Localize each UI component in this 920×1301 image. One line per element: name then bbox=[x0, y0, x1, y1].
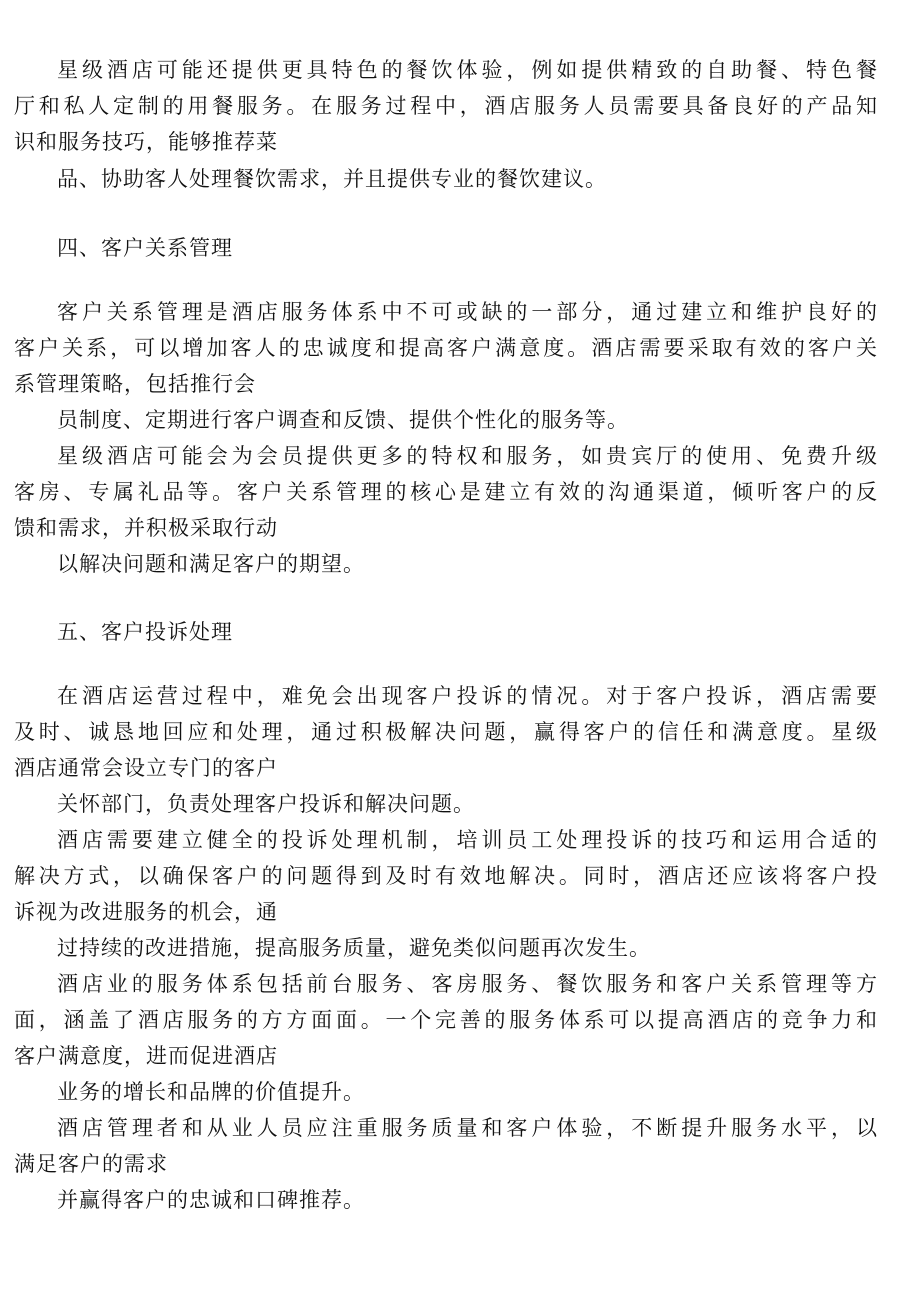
paragraph-line: 在酒店运营过程中，难免会出现客户投诉的情况。对于客户投诉，酒店需要 bbox=[57, 684, 878, 708]
paragraph-line: 并赢得客户的忠诚和口碑推荐。 bbox=[57, 1188, 365, 1212]
section-heading-complaints: 五、客户投诉处理 bbox=[57, 620, 233, 644]
paragraph-line: 识和服务技巧，能够推荐菜 bbox=[14, 130, 278, 154]
paragraph-line: 星级酒店可能还提供更具特色的餐饮体验，例如提供精致的自助餐、特色餐 bbox=[57, 58, 878, 82]
paragraph-line: 诉视为改进服务的机会，通 bbox=[14, 900, 278, 924]
section-heading-crm: 四、客户关系管理 bbox=[57, 236, 233, 260]
paragraph-line: 业务的增长和品牌的价值提升。 bbox=[57, 1080, 365, 1104]
paragraph-line: 星级酒店可能会为会员提供更多的特权和服务，如贵宾厅的使用、免费升级 bbox=[57, 444, 878, 468]
paragraph-line: 品、协助客人处理餐饮需求，并且提供专业的餐饮建议。 bbox=[57, 167, 607, 191]
paragraph-line: 解决方式，以确保客户的问题得到及时有效地解决。同时，酒店还应该将客户投 bbox=[14, 864, 878, 888]
paragraph-line: 酒店通常会设立专门的客户 bbox=[14, 756, 278, 780]
paragraph-line: 满足客户的需求 bbox=[14, 1152, 168, 1176]
paragraph-line: 酒店业的服务体系包括前台服务、客房服务、餐饮服务和客户关系管理等方 bbox=[57, 972, 878, 996]
paragraph-line: 客户关系管理是酒店服务体系中不可或缺的一部分，通过建立和维护良好的 bbox=[57, 300, 878, 324]
paragraph-line: 过持续的改进措施，提高服务质量，避免类似问题再次发生。 bbox=[57, 936, 651, 960]
paragraph-line: 及时、诚恳地回应和处理，通过积极解决问题，赢得客户的信任和满意度。星级 bbox=[14, 720, 878, 744]
paragraph-line: 酒店需要建立健全的投诉处理机制，培训员工处理投诉的技巧和运用合适的 bbox=[57, 828, 878, 852]
paragraph-line: 关怀部门，负责处理客户投诉和解决问题。 bbox=[57, 792, 475, 816]
paragraph-line: 以解决问题和满足客户的期望。 bbox=[57, 552, 365, 576]
paragraph-line: 系管理策略，包括推行会 bbox=[14, 372, 256, 396]
paragraph-line: 客户关系，可以增加客人的忠诚度和提高客户满意度。酒店需要采取有效的客户关 bbox=[14, 336, 878, 360]
paragraph-line: 馈和需求，并积极采取行动 bbox=[14, 516, 278, 540]
paragraph-line: 面，涵盖了酒店服务的方方面面。一个完善的服务体系可以提高酒店的竞争力和 bbox=[14, 1008, 878, 1032]
paragraph-line: 客户满意度，进而促进酒店 bbox=[14, 1044, 278, 1068]
paragraph-line: 员制度、定期进行客户调查和反馈、提供个性化的服务等。 bbox=[57, 408, 629, 432]
paragraph-line: 客房、专属礼品等。客户关系管理的核心是建立有效的沟通渠道，倾听客户的反 bbox=[14, 480, 878, 504]
paragraph-line: 厅和私人定制的用餐服务。在服务过程中，酒店服务人员需要具备良好的产品知 bbox=[14, 94, 878, 118]
paragraph-line: 酒店管理者和从业人员应注重服务质量和客户体验，不断提升服务水平，以 bbox=[57, 1116, 878, 1140]
